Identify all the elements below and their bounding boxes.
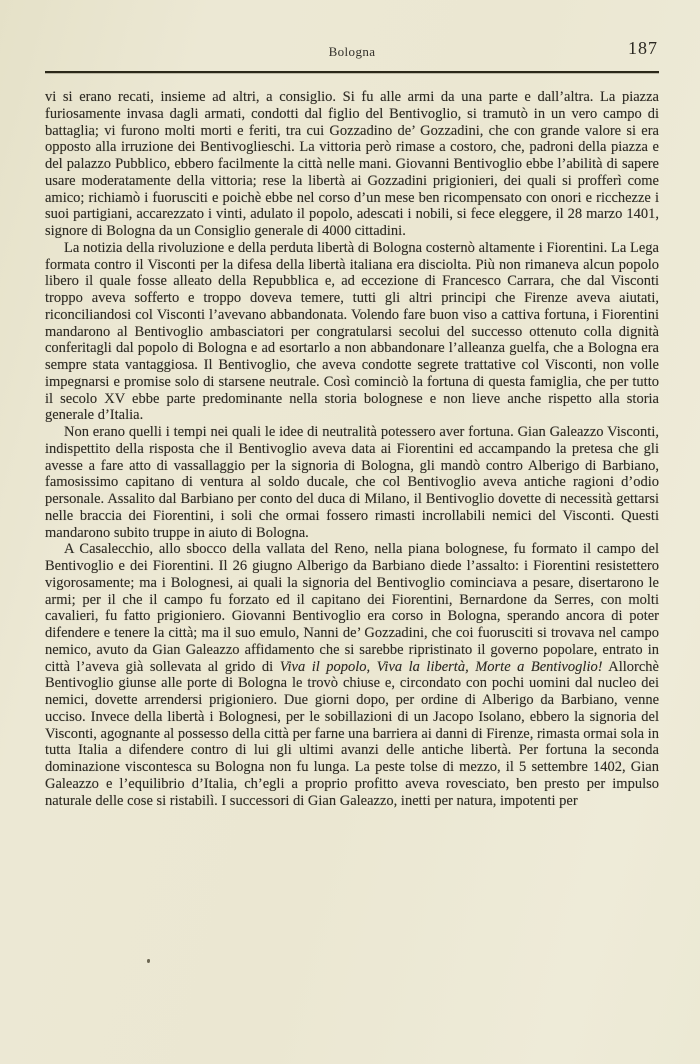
text-segment: vi si erano recati, insieme ad altri, a consiglio. Si fu alle armi da una parte e dall’altra. La piazza furiosamente invasa dagli armati, condotti dal figlio del Bentivoglio, si tramutò in un vero campo di battaglia; vi furono molti morti e feriti, tra cui Gozzadino de’ Gozzadini, che con grande valore si era opposto alla irruzione dei Bentivoglieschi. La vittoria però rimase a costoro, che, padroni della piazza e del palazzo Pubblico, ebbero facilmente la città nelle mani. Giovanni Bentivoglio ebbe l’abilità di sapere usare moderatamente della vittoria; rese la libertà ai Gozzadini prigionieri, dei quali si profferì come amico; richiamò i fuorusciti e poichè ebbe nel corso d’un mese ben ricompensato con onori e ricchezze i suoi partigiani, accarezzato i vinti, adulato il popolo, adescati i nobili, si fece eleggere, il 28 marzo 1401, signore di Bologna da un Consiglio generale di 4000 cittadini. xyxy=(45,89,659,239)
page-header xyxy=(45,40,659,64)
scan-speck xyxy=(147,959,150,963)
paragraph xyxy=(45,240,659,424)
text-block xyxy=(45,89,659,809)
paragraph xyxy=(45,89,659,240)
text-segment: A Casalecchio, allo sbocco della vallata del Reno, nella piana bolognese, fu formato il campo del Bentivoglio e dei Fiorentini. Il 26 giugno Alberigo da Barbiano diede l’assalto: i Fiorentini resistettero vigorosamente; ma i Bolognesi, ai quali la signoria del Bentivoglio cominciava a pesare, disertarono le armi; per il che il campo fu forzato ed il capitano dei Fiorentini, Bernardone da Serres, con molti cavalieri, fu fatto prigioniero. Giovanni Bentivoglio era corso in Bologna, sperando ancora di poter difendere e tenere la città; ma il suo emulo, Nanni de’ Gozzadini, che coi fuorusciti si trovava nel campo nemico, avuto da Gian Galeazzo affidamento che si sarebbe ripristinato il governo popolare, entrato in città l’aveva già sollevata al grido di xyxy=(45,541,659,675)
text-segment: Non erano quelli i tempi nei quali le idee di neutralità potessero aver fortuna. Gian Galeazzo Visconti, indispettito della risposta che il Bentivoglio aveva data ai Fiorentini ed accampando la pretesa che gli avesse a fare atto di vassallaggio per la signoria di Bologna, gli mandò contro Alberigo di Barbiano, famosissimo capitano di ventura al soldo ducale, che col Bentivoglio aveva antiche ragioni d’odio personale. Assalito dal Barbiano per conto del duca di Milano, il Bentivoglio dovette di necessità gettarsi nelle braccia dei Fiorentini, i soli che ormai fossero rimasti incrollabili nemici del Visconti. Questi mandarono subito truppe in aiuto di Bologna. xyxy=(45,424,659,541)
text-segment: Allorchè Bentivoglio giunse alle porte di Bologna le trovò chiuse e, circondato con pochi uomini dal nucleo dei nemici, dovette arrendersi prigioniero. Due giorni dopo, per ordine di Alberigo da Barbiano, venne ucciso. Invece della libertà i Bolognesi, per le sobillazioni di un Jacopo Isolano, ebbero la signoria del Visconti, agognante al possesso della città per farne una barriera ai danni di Firenze, rimasta ormai sola in tutta Italia a difendere contro di lui gli ultimi avanzi delle antiche libertà. Per fortuna la seconda dominazione viscontesca su Bologna non fu lunga. La peste tolse di mezzo, il 5 settembre 1402, Gian Galeazzo e l’equilibrio d’Italia, ch’egli a proprio profitto aveva rovesciato, ben presto per impulso naturale delle cose si ristabilì. I successori di Gian Galeazzo, inetti per natura, impotenti per xyxy=(45,658,659,809)
paragraph xyxy=(45,424,659,541)
page-number: 187 xyxy=(628,38,658,58)
italic-phrase: Viva il popolo, Viva la libertà, Morte a Bentivoglio! xyxy=(279,658,603,675)
header-rule xyxy=(45,71,659,73)
running-title: Bologna xyxy=(328,44,376,59)
paragraph xyxy=(45,541,659,809)
text-segment: La notizia della rivoluzione e della perduta libertà di Bologna costernò altamente i Fiorentini. La Lega formata contro il Visconti per la difesa della libertà italiana era disciolta. Più non rimaneva alcun popolo libero il quale fosse alleato della Repubblica e, ad eccezione di Francesco Carrara, che dal Visconti troppo aveva sofferto e troppo doveva temere, tutti gli altri principi che Firenze aveva aiutati, riconciliandosi col Visconti l’avevano abbandonata. Volendo fare buon viso a cattiva fortuna, i Fiorentini mandarono al Bentivoglio ambasciatori per congratularsi secolui del successo ottenuto colla dignità conferitagli dal popolo di Bologna e ad esortarlo a non abbandonare l’alleanza guelfa, che a Bologna era sempre stata vantaggiosa. Il Bentivoglio, che aveva condotte segrete trattative col Visconti, non volle impegnarsi e promise solo di starsene neutrale. Così cominciò la fortuna di questa famiglia, che per tutto il secolo XV ebbe parte predominante nella storia bolognese e non lieve anche rispetto alla storia generale d’Italia. xyxy=(45,239,659,424)
